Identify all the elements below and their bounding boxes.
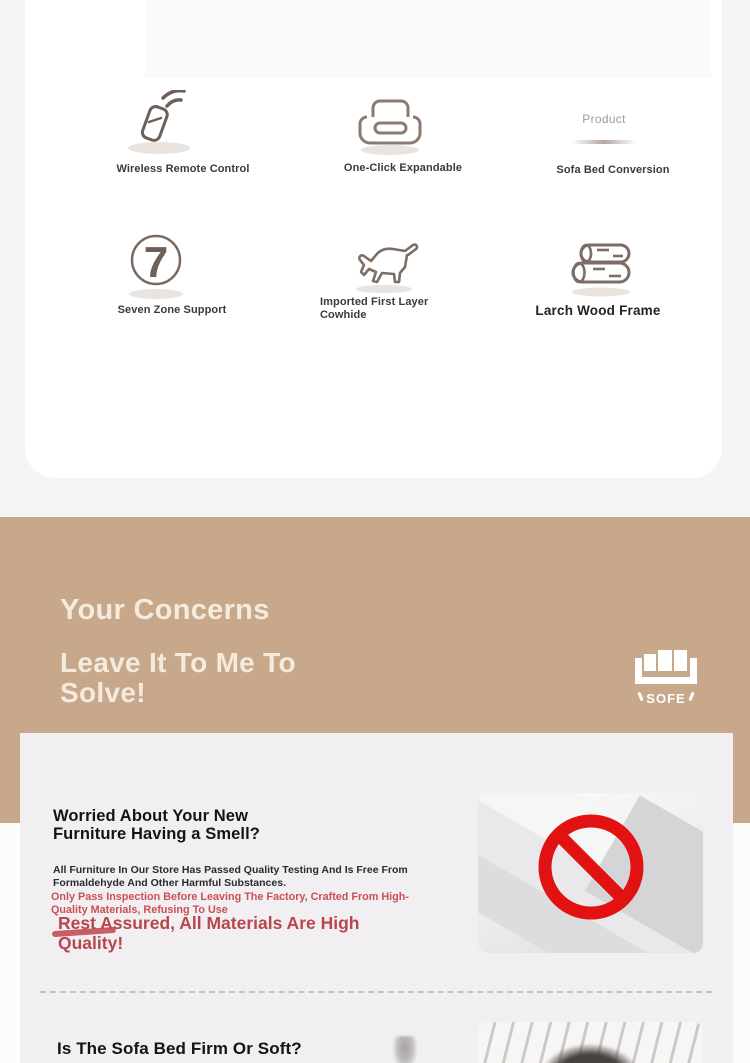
seven-zone-icon (125, 232, 191, 302)
answer-body: All Furniture In Our Store Has Passed Quality Testing And Is Free From Formaldehyde And Other Harmful Substances. (53, 864, 408, 890)
product-image-placeholder (529, 112, 679, 144)
decor-object (393, 1036, 417, 1063)
brand-logo-text: SOFE (646, 691, 686, 706)
sofa-logo-icon (633, 646, 699, 686)
cat-on-mattress (540, 1044, 640, 1063)
mattress-firmness-photo (478, 1022, 703, 1063)
feature-label: One-Click Expandable (343, 162, 463, 174)
product-image-bottom (145, 0, 711, 78)
question-heading: Worried About Your New Furniture Having a Smell? (53, 807, 260, 844)
wireless-remote-icon (122, 90, 198, 156)
question-heading: Is The Sofa Bed Firm Or Soft? (57, 1039, 302, 1058)
cowhide-icon (343, 242, 425, 294)
prohibition-icon (533, 809, 649, 925)
feature-card (25, 0, 722, 478)
placeholder-label: Product (582, 112, 626, 126)
banner-subtitle: Leave It To Me To Solve! (60, 647, 296, 708)
banner-title: Your Concerns (60, 594, 270, 626)
answer-note: Only Pass Inspection Before Leaving The Factory, Crafted From High-Quality Materials, Refusing To Use (51, 891, 409, 917)
background-strip (733, 823, 750, 1063)
no-formaldehyde-photo (478, 793, 703, 953)
expandable-sofa-icon (352, 96, 428, 156)
qa-panel (20, 733, 733, 1063)
feature-label: Wireless Remote Control (116, 163, 250, 175)
feature-label: Seven Zone Support (117, 304, 227, 316)
background-strip (0, 823, 20, 1063)
wood-logs-icon (565, 240, 637, 298)
feature-label: Sofa Bed Conversion (556, 164, 670, 176)
placeholder-shadow (571, 140, 637, 144)
svg-text:7: 7 (143, 238, 169, 287)
feature-label: Imported First Layer Cowhide (320, 296, 429, 322)
feature-label: Larch Wood Frame (535, 303, 661, 318)
brand-logo (633, 646, 699, 706)
answer-emphasis: Rest Assured, All Materials Are High Quality! (58, 913, 360, 954)
dashed-divider (40, 991, 712, 993)
